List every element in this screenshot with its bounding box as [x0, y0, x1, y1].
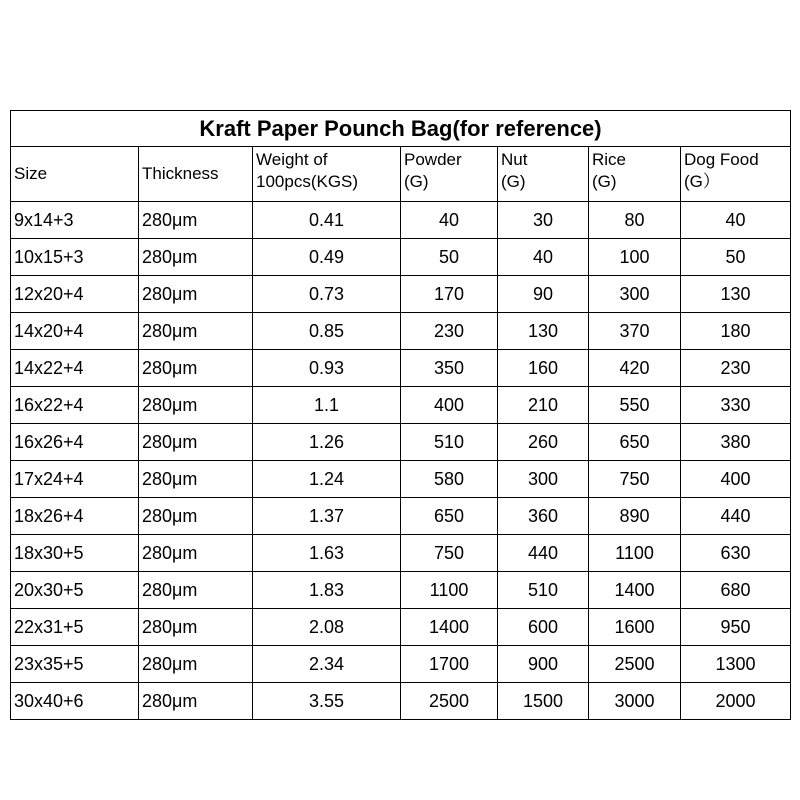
table-cell-size: 14x20+4 — [11, 313, 139, 350]
header-row — [11, 147, 791, 202]
table-cell-powder: 1100 — [401, 572, 498, 609]
table-cell-dog-food: 2000 — [681, 683, 791, 720]
table-cell-thickness: 280μm — [139, 239, 253, 276]
table-cell-thickness: 280μm — [139, 424, 253, 461]
table-cell-size: 14x22+4 — [11, 350, 139, 387]
table-cell-dog-food: 400 — [681, 461, 791, 498]
table-cell-weight: 1.26 — [253, 424, 401, 461]
table-cell-dog-food: 440 — [681, 498, 791, 535]
table-row — [11, 239, 791, 276]
table-cell-size: 30x40+6 — [11, 683, 139, 720]
table-cell-nut: 90 — [498, 276, 589, 313]
column-header-nut — [498, 147, 589, 202]
table-cell-rice: 1100 — [589, 535, 681, 572]
table-cell-weight: 1.83 — [253, 572, 401, 609]
table-cell-rice: 2500 — [589, 646, 681, 683]
column-header-label: Dog Food — [684, 150, 759, 169]
table-row — [11, 276, 791, 313]
table-cell-rice: 1400 — [589, 572, 681, 609]
table-cell-nut: 160 — [498, 350, 589, 387]
column-header-label: Thickness — [142, 164, 219, 183]
table-cell-thickness: 280μm — [139, 683, 253, 720]
table-cell-weight: 1.24 — [253, 461, 401, 498]
table-cell-size: 16x22+4 — [11, 387, 139, 424]
table-cell-size: 9x14+3 — [11, 202, 139, 239]
table-row — [11, 609, 791, 646]
table-row — [11, 387, 791, 424]
table-cell-dog-food: 230 — [681, 350, 791, 387]
table-cell-rice: 420 — [589, 350, 681, 387]
column-header-label: Rice — [592, 150, 627, 169]
table-row — [11, 350, 791, 387]
table-cell-thickness: 280μm — [139, 609, 253, 646]
table-cell-size: 18x26+4 — [11, 498, 139, 535]
table-row — [11, 313, 791, 350]
table-cell-nut: 510 — [498, 572, 589, 609]
table-cell-powder: 50 — [401, 239, 498, 276]
table-cell-powder: 230 — [401, 313, 498, 350]
table-row — [11, 498, 791, 535]
table-cell-thickness: 280μm — [139, 535, 253, 572]
table-row — [11, 535, 791, 572]
column-header-unit: (G) — [592, 172, 617, 191]
spec-table-container — [10, 110, 790, 720]
column-header-label: Size — [14, 164, 48, 183]
table-cell-powder: 400 — [401, 387, 498, 424]
column-header-dog-food — [681, 147, 791, 202]
table-title: Kraft Paper Pounch Bag(for reference) — [11, 111, 791, 147]
table-cell-nut: 300 — [498, 461, 589, 498]
table-cell-dog-food: 330 — [681, 387, 791, 424]
table-cell-powder: 350 — [401, 350, 498, 387]
table-cell-weight: 2.34 — [253, 646, 401, 683]
column-header-unit: 100pcs(KGS) — [256, 172, 359, 191]
table-cell-dog-food: 380 — [681, 424, 791, 461]
table-cell-rice: 300 — [589, 276, 681, 313]
table-cell-weight: 0.41 — [253, 202, 401, 239]
table-cell-thickness: 280μm — [139, 461, 253, 498]
table-cell-thickness: 280μm — [139, 387, 253, 424]
table-cell-size: 17x24+4 — [11, 461, 139, 498]
table-cell-dog-food: 630 — [681, 535, 791, 572]
table-cell-dog-food: 180 — [681, 313, 791, 350]
table-row — [11, 424, 791, 461]
table-cell-thickness: 280μm — [139, 202, 253, 239]
table-cell-powder: 510 — [401, 424, 498, 461]
table-cell-size: 18x30+5 — [11, 535, 139, 572]
table-cell-powder: 170 — [401, 276, 498, 313]
table-cell-dog-food: 50 — [681, 239, 791, 276]
table-cell-powder: 1400 — [401, 609, 498, 646]
table-cell-weight: 2.08 — [253, 609, 401, 646]
table-cell-powder: 580 — [401, 461, 498, 498]
table-cell-thickness: 280μm — [139, 276, 253, 313]
column-header-unit: (G） — [684, 172, 720, 191]
table-cell-thickness: 280μm — [139, 572, 253, 609]
table-cell-dog-food: 40 — [681, 202, 791, 239]
table-row — [11, 202, 791, 239]
table-cell-weight: 1.1 — [253, 387, 401, 424]
table-cell-weight: 1.37 — [253, 498, 401, 535]
table-cell-rice: 1600 — [589, 609, 681, 646]
table-cell-dog-food: 1300 — [681, 646, 791, 683]
column-header-label: Powder — [404, 150, 462, 169]
table-cell-rice: 3000 — [589, 683, 681, 720]
table-cell-nut: 1500 — [498, 683, 589, 720]
table-cell-nut: 360 — [498, 498, 589, 535]
table-cell-weight: 0.93 — [253, 350, 401, 387]
table-cell-thickness: 280μm — [139, 350, 253, 387]
table-cell-nut: 130 — [498, 313, 589, 350]
table-cell-size: 22x31+5 — [11, 609, 139, 646]
table-cell-rice: 750 — [589, 461, 681, 498]
table-cell-weight: 3.55 — [253, 683, 401, 720]
table-cell-weight: 0.49 — [253, 239, 401, 276]
table-cell-rice: 650 — [589, 424, 681, 461]
table-cell-size: 20x30+5 — [11, 572, 139, 609]
column-header-powder — [401, 147, 498, 202]
table-cell-weight: 0.85 — [253, 313, 401, 350]
table-cell-rice: 100 — [589, 239, 681, 276]
table-cell-nut: 440 — [498, 535, 589, 572]
column-header-unit: (G) — [404, 172, 429, 191]
table-cell-nut: 260 — [498, 424, 589, 461]
table-row — [11, 683, 791, 720]
table-row — [11, 461, 791, 498]
table-cell-nut: 600 — [498, 609, 589, 646]
table-cell-powder: 650 — [401, 498, 498, 535]
table-cell-thickness: 280μm — [139, 313, 253, 350]
table-cell-nut: 900 — [498, 646, 589, 683]
table-cell-size: 16x26+4 — [11, 424, 139, 461]
table-cell-dog-food: 680 — [681, 572, 791, 609]
table-cell-dog-food: 130 — [681, 276, 791, 313]
column-header-label: Weight of — [256, 150, 328, 169]
table-cell-powder: 1700 — [401, 646, 498, 683]
column-header-rice — [589, 147, 681, 202]
table-cell-nut: 30 — [498, 202, 589, 239]
table-cell-nut: 40 — [498, 239, 589, 276]
table-cell-size: 10x15+3 — [11, 239, 139, 276]
table-cell-nut: 210 — [498, 387, 589, 424]
table-cell-rice: 550 — [589, 387, 681, 424]
column-header-size — [11, 147, 139, 202]
table-cell-powder: 40 — [401, 202, 498, 239]
table-cell-rice: 80 — [589, 202, 681, 239]
column-header-label: Nut — [501, 150, 528, 169]
table-body — [11, 202, 791, 720]
table-cell-powder: 2500 — [401, 683, 498, 720]
table-row — [11, 646, 791, 683]
table-cell-weight: 0.73 — [253, 276, 401, 313]
table-cell-size: 12x20+4 — [11, 276, 139, 313]
table-cell-dog-food: 950 — [681, 609, 791, 646]
spec-table — [10, 110, 791, 720]
table-row — [11, 572, 791, 609]
column-header-unit: (G) — [501, 172, 526, 191]
table-cell-size: 23x35+5 — [11, 646, 139, 683]
table-cell-weight: 1.63 — [253, 535, 401, 572]
table-cell-thickness: 280μm — [139, 498, 253, 535]
column-header-thickness — [139, 147, 253, 202]
column-header-weight — [253, 147, 401, 202]
table-cell-rice: 890 — [589, 498, 681, 535]
table-cell-thickness: 280μm — [139, 646, 253, 683]
table-cell-powder: 750 — [401, 535, 498, 572]
table-cell-rice: 370 — [589, 313, 681, 350]
